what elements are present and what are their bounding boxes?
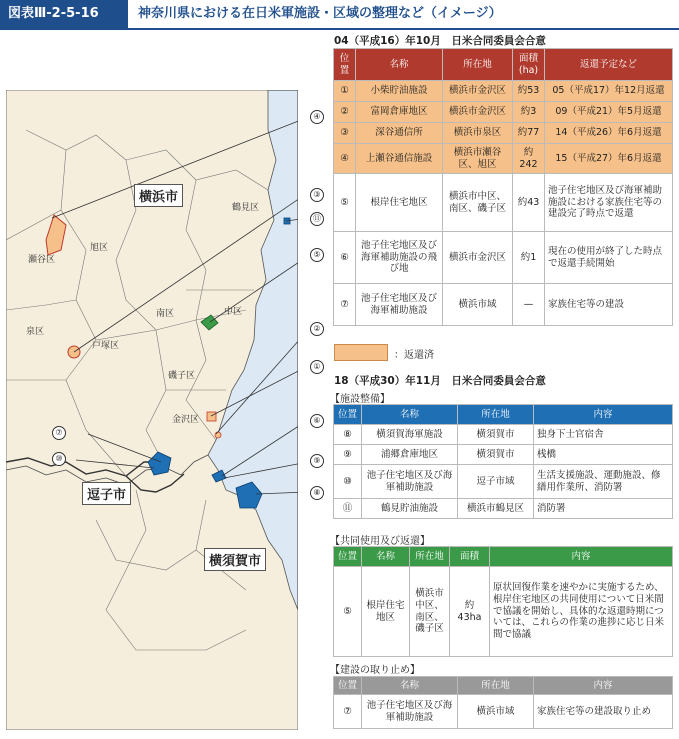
subsection-joint-use-title: 【共同使用及び返還】: [330, 536, 430, 547]
cell: 約242: [513, 144, 545, 174]
cell: ②: [334, 102, 356, 123]
cell: 富岡倉庫地区: [356, 102, 443, 123]
cell: ⑩: [334, 465, 362, 499]
callout-8: ⑧: [310, 486, 324, 500]
table-row: [334, 81, 673, 102]
table-row: [334, 232, 673, 284]
ward-label-totsuka: 戸塚区: [92, 341, 120, 351]
col-header: 位置: [334, 547, 362, 567]
cell: 横浜市泉区: [443, 123, 513, 144]
figure-title: 神奈川県における在日米軍施設・区域の整理など（イメージ）: [138, 6, 502, 21]
callout-2: ②: [310, 322, 324, 336]
table-header-row: [334, 547, 673, 567]
city-label-yokosuka: 横須賀市: [204, 548, 266, 571]
cell: ⑪: [334, 499, 362, 519]
cell: 鶴見貯油施設: [362, 499, 458, 519]
cell: 約53: [513, 81, 545, 102]
city-label-zushi: 逗子市: [82, 482, 131, 505]
cell: 横須賀市: [458, 425, 534, 445]
col-header: 内容: [534, 405, 673, 425]
table-header-row: [334, 677, 673, 695]
subsection-facility-title: 【施設整備】: [330, 394, 390, 405]
cell: 池子住宅地区及び海軍補助施設: [356, 284, 443, 326]
callout-1: ①: [310, 360, 324, 374]
cell: 横浜市金沢区: [443, 102, 513, 123]
cell: 家族住宅等の建設取り止め: [534, 695, 673, 729]
col-header: 所在地: [443, 49, 513, 81]
cell: 横浜市鶴見区: [458, 499, 534, 519]
cell: ⑤: [334, 567, 362, 657]
cell: 横浜市中区、南区、磯子区: [443, 174, 513, 232]
cell: 逗子市域: [458, 465, 534, 499]
cell: 浦郷倉庫地区: [362, 445, 458, 465]
cell: 09（平成21）年5月返還: [545, 102, 673, 123]
col-header: 位置: [334, 405, 362, 425]
callout-10: ⑩: [52, 452, 66, 466]
cell: 小柴貯油施設: [356, 81, 443, 102]
cell: 池子住宅地区及び海軍補助施設における家族住宅等の建設完了時点で返還: [545, 174, 673, 232]
legend-returned-swatch: [334, 344, 388, 361]
cell: 独身下士官宿舎: [534, 425, 673, 445]
section1-title: 04（平成16）年10月 日米合同委員会合意: [334, 35, 546, 47]
table-row: [334, 695, 673, 729]
subsection-cancellation-title: 【建設の取り止め】: [330, 665, 420, 676]
map: [6, 90, 321, 730]
cell: 05（平成17）年12月返還: [545, 81, 673, 102]
cell: ⑤: [334, 174, 356, 232]
section2-joint-use-table: [333, 546, 673, 657]
ward-label-kanazawa: 金沢区: [172, 415, 200, 425]
cell: ⑦: [334, 695, 362, 729]
callout-4: ④: [310, 110, 324, 124]
cell: ⑨: [334, 445, 362, 465]
ward-label-seya: 瀬谷区: [28, 255, 56, 265]
figure-header: [0, 0, 679, 30]
legend-returned-label: ：返還済: [394, 350, 434, 361]
cell: —: [513, 284, 545, 326]
cell: 15（平成27）年6月返還: [545, 144, 673, 174]
table-header-row: [334, 49, 673, 81]
col-header: 面積(ha): [513, 49, 545, 81]
cell: 横須賀市: [458, 445, 534, 465]
callout-6: ⑥: [310, 414, 324, 428]
col-header: 名称: [362, 677, 458, 695]
col-header: 所在地: [410, 547, 450, 567]
col-header: 返還予定など: [545, 49, 673, 81]
cell: ⑥: [334, 232, 356, 284]
col-header: 所在地: [458, 405, 534, 425]
col-header: 内容: [534, 677, 673, 695]
cell: 横浜市瀬谷区、旭区: [443, 144, 513, 174]
col-header: 位置: [334, 49, 356, 81]
cell: 深谷通信所: [356, 123, 443, 144]
cell: 横浜市金沢区: [443, 232, 513, 284]
ward-label-asahi: 旭区: [90, 243, 109, 253]
col-header: 名称: [362, 405, 458, 425]
cell: ①: [334, 81, 356, 102]
cell: 約1: [513, 232, 545, 284]
figure-label: 図表Ⅲ-2-5-16: [0, 0, 128, 28]
ward-label-izumi: 泉区: [26, 327, 45, 337]
table-row: [334, 174, 673, 232]
table-row: [334, 567, 673, 657]
table-row: [334, 499, 673, 519]
table-row: [334, 445, 673, 465]
col-header: 名称: [356, 49, 443, 81]
city-label-yokohama: 横浜市: [134, 184, 183, 207]
cell: 現在の使用が終了した時点で返還手続開始: [545, 232, 673, 284]
table-row: [334, 144, 673, 174]
cell: 根岸住宅地区: [356, 174, 443, 232]
table-header-row: [334, 405, 673, 425]
cell: 横浜市域: [443, 284, 513, 326]
cell: 消防署: [534, 499, 673, 519]
cell: 約43ha: [450, 567, 490, 657]
callout-5: ⑤: [310, 248, 324, 262]
cell: 約3: [513, 102, 545, 123]
cell: 生活支援施設、運動施設、修繕用作業所、消防署: [534, 465, 673, 499]
ward-label-isogo: 磯子区: [168, 371, 196, 381]
cell: 根岸住宅地区: [362, 567, 410, 657]
col-header: 内容: [490, 547, 673, 567]
cell: 横浜市金沢区: [443, 81, 513, 102]
cell: ③: [334, 123, 356, 144]
cell: 池子住宅地区及び海軍補助施設の飛び地: [356, 232, 443, 284]
section2-cancellation-table: [333, 676, 673, 729]
table-row: [334, 284, 673, 326]
section2-facility-table: [333, 404, 673, 519]
callout-3: ③: [310, 188, 324, 202]
col-header: 位置: [334, 677, 362, 695]
callout-7: ⑦: [52, 426, 66, 440]
cell: 14（平成26）年6月返還: [545, 123, 673, 144]
cell: 家族住宅等の建設: [545, 284, 673, 326]
cell: ⑧: [334, 425, 362, 445]
callout-9: ⑨: [310, 454, 324, 468]
section2-title: 18（平成30）年11月 日米合同委員会合意: [334, 375, 546, 387]
table-row: [334, 425, 673, 445]
cell: 池子住宅地区及び海軍補助施設: [362, 695, 458, 729]
ward-label-naka: 中区: [224, 307, 243, 317]
cell: 横浜市中区、南区、磯子区: [410, 567, 450, 657]
cell: ④: [334, 144, 356, 174]
ward-label-minami: 南区: [156, 309, 175, 319]
cell: 横浜市域: [458, 695, 534, 729]
table-row: [334, 123, 673, 144]
cell: 上瀬谷通信施設: [356, 144, 443, 174]
ward-label-tsurumi: 鶴見区: [232, 203, 260, 213]
section1-table: [333, 48, 673, 326]
table-row: [334, 465, 673, 499]
cell: 横須賀海軍施設: [362, 425, 458, 445]
col-header: 名称: [362, 547, 410, 567]
cell: 約77: [513, 123, 545, 144]
col-header: 所在地: [458, 677, 534, 695]
callout-11: ⑪: [310, 212, 324, 226]
table-row: [334, 102, 673, 123]
cell: 約43: [513, 174, 545, 232]
cell: ⑦: [334, 284, 356, 326]
cell: 池子住宅地区及び海軍補助施設: [362, 465, 458, 499]
cell: 桟橋: [534, 445, 673, 465]
col-header: 面積: [450, 547, 490, 567]
cell: 原状回復作業を速やかに実施するため、根岸住宅地区の共同使用について日米間で協議を開始し、具体的な返還時期については、これらの作業の進捗に応じ日米間で協議: [490, 567, 673, 657]
